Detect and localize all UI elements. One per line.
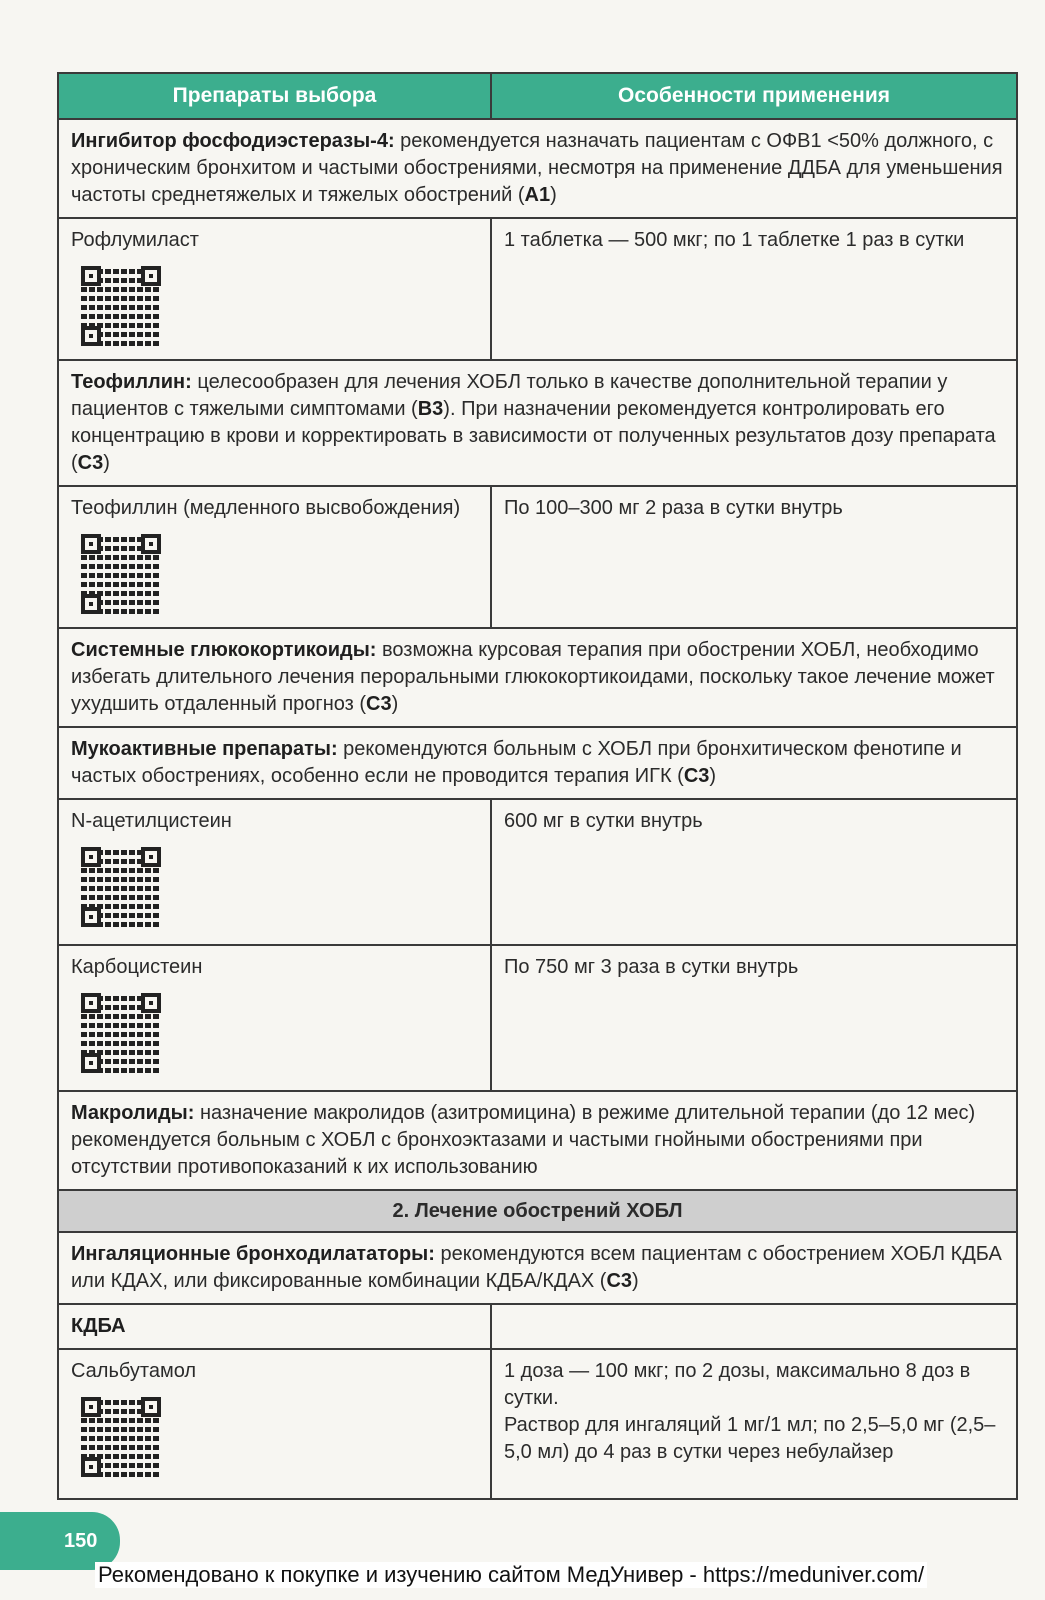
salbutamol-row <box>59 1348 1016 1498</box>
drug-name: Рофлумиласт <box>71 229 199 251</box>
qr-code-icon[interactable] <box>81 993 161 1073</box>
drug-dose: 1 таблетка — 500 мкг; по 1 таблетке 1 раз в сутки <box>504 229 965 251</box>
table-header <box>59 74 1016 118</box>
drug-name: Карбоцистеин <box>71 956 203 978</box>
theophylline-row <box>59 359 1016 485</box>
qr-code-icon[interactable] <box>81 534 161 614</box>
qr-code-icon[interactable] <box>81 847 161 927</box>
nac-row <box>59 798 1016 944</box>
gcs-text: Системные глюкокортикоиды: возможна курсовая терапия при обострении ХОБЛ, необходимо избегать длительного лечения пероральными глюкокортикоидами, поскольку такое лечение может ухудшить отдаленный прогноз (С3) <box>71 639 995 715</box>
group-label: КДБА <box>71 1315 126 1337</box>
qr-code-icon[interactable] <box>81 1397 161 1477</box>
header-col-usage: Особенности применения <box>618 84 890 107</box>
section-title: 2. Лечение обострений ХОБЛ <box>59 1191 1016 1231</box>
inhaled-text: Ингаляционные бронходилататоры: рекомендуются всем пациентам с обострением ХОБЛ КДБА или КДАХ, или фиксированные комбинации КДБА/КДАХ (С3) <box>71 1243 1002 1292</box>
gcs-row <box>59 627 1016 726</box>
inhaled-row <box>59 1231 1016 1303</box>
macrolides-text: Макролиды: назначение макролидов (азитромицина) в режиме длительной терапии (до 12 мес) рекомендуется больным с ХОБЛ с бронхоэктазами и частыми гнойными обострениями при отсутствии противопоказаний к их использованию <box>71 1102 976 1178</box>
pde4-row <box>59 118 1016 217</box>
drug-name: N-ацетилцистеин <box>71 810 232 832</box>
carbocisteine-row <box>59 944 1016 1090</box>
mucoactive-text: Мукоактивные препараты: рекомендуются больным с ХОБЛ при бронхитическом фенотипе и частых обострениях, особенно если не проводится терапия ИГК (С3) <box>71 738 962 787</box>
footer-watermark: Рекомендовано к покупке и изучению сайтом МедУнивер - https://meduniver.com/ <box>95 1562 927 1588</box>
drug-dose: По 750 мг 3 раза в сутки внутрь <box>504 956 799 978</box>
section-header-row <box>59 1189 1016 1231</box>
roflumilast-row <box>59 217 1016 359</box>
drug-dose: По 100–300 мг 2 раза в сутки внутрь <box>504 497 843 519</box>
drug-table <box>57 72 1018 1500</box>
page-number: 150 <box>0 1512 120 1570</box>
pde4-text: Ингибитор фосфодиэстеразы-4: рекомендуется назначать пациентам с ОФВ1 <50% должного, с хроническим бронхитом и частыми обострениями, несмотря на применение ДДБА для уменьшения частоты среднетяжелых и тяжелых обострений (А1) <box>71 130 1003 206</box>
drug-dose: 600 мг в сутки внутрь <box>504 810 703 832</box>
mucoactive-row <box>59 726 1016 798</box>
drug-dose-solution: Раствор для ингаляций 1 мг/1 мл; по 2,5–5,0 мг (2,5–5,0 мл) до 4 раз в сутки через небулайзер <box>504 1414 996 1463</box>
drug-name: Сальбутамол <box>71 1360 197 1382</box>
header-col-drugs: Препараты выбора <box>59 74 492 118</box>
macrolides-row <box>59 1090 1016 1189</box>
theophylline-text: Теофиллин: целесообразен для лечения ХОБЛ только в качестве дополнительной терапии у пациентов с тяжелыми симптомами (В3). При назначении рекомендуется контролировать его концентрацию в крови и корректировать в зависимости от полученных результатов дозу препарата (С3) <box>71 371 996 474</box>
drug-name: Теофиллин (медленного высвобождения) <box>71 497 461 519</box>
theophylline-drug-row <box>59 485 1016 627</box>
kdba-row <box>59 1303 1016 1348</box>
qr-code-icon[interactable] <box>81 266 161 346</box>
drug-dose: 1 доза — 100 мкг; по 2 дозы, максимально 8 доз в сутки. <box>504 1360 971 1409</box>
